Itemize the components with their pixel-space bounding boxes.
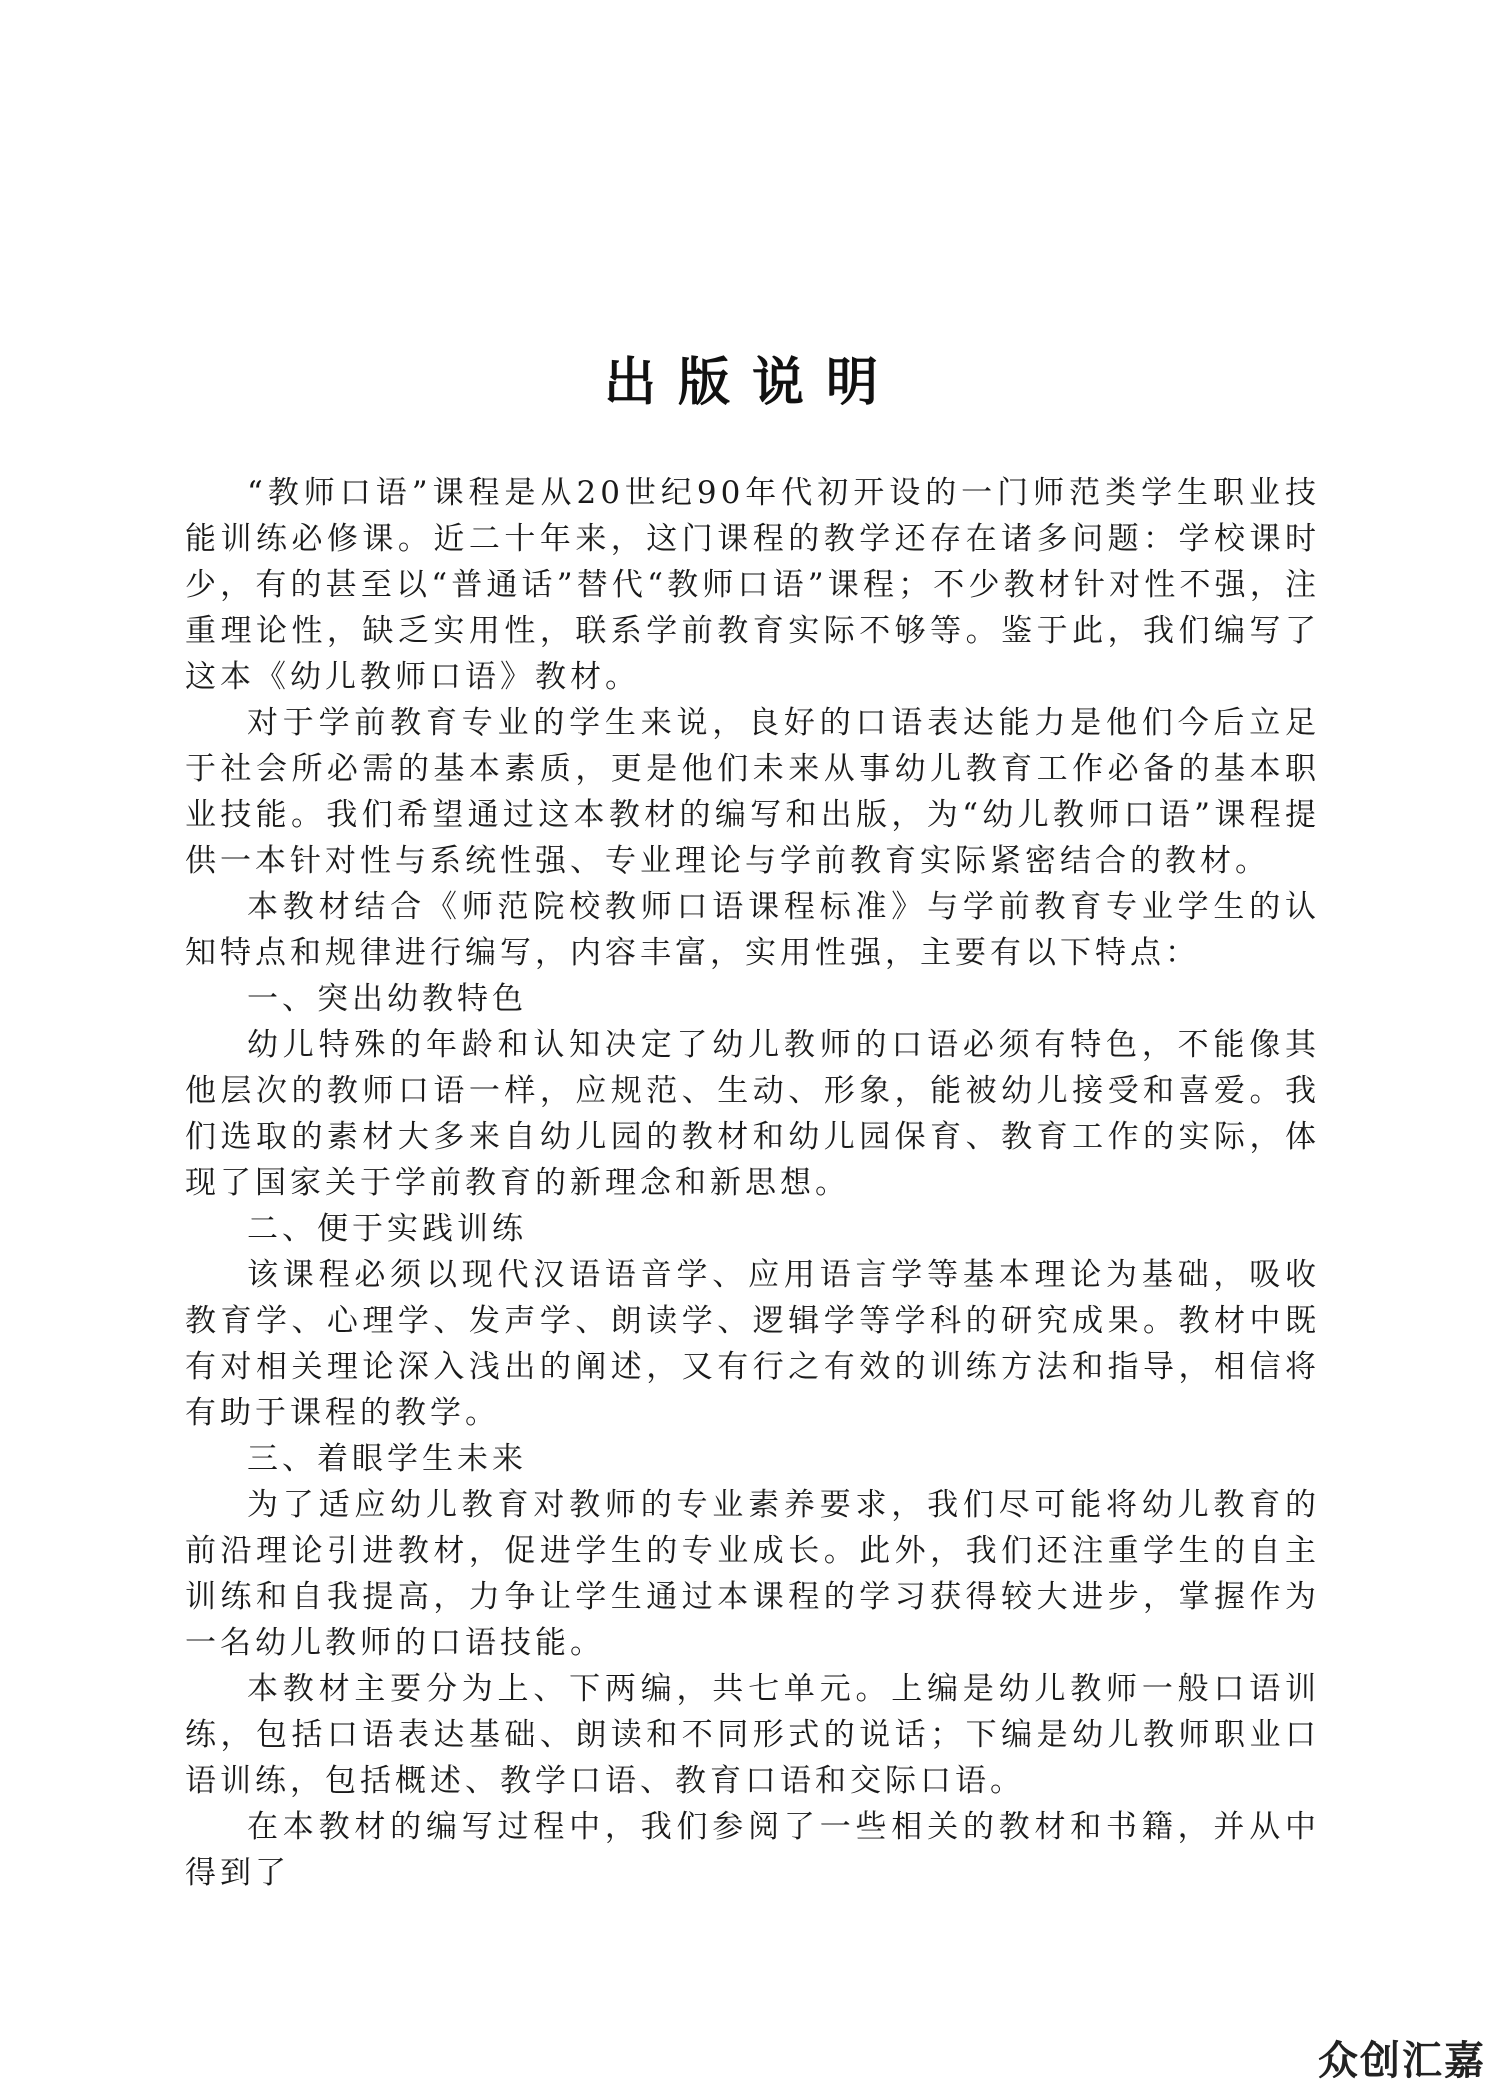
paragraph-intro: “教师口语”课程是从20世纪90年代初开设的一门师范类学生职业技能训练必修课。近二十年来，这门课程的教学还存在诸多问题：学校课时少，有的甚至以“普通话”替代“教师口语”课程；不少教材针对性不强，注重理论性，缺乏实用性，联系学前教育实际不够等。鉴于此，我们编写了这本《幼儿教师口语》教材。 bbox=[185, 475, 1320, 695]
section-heading-2: 二、便于实践训练 bbox=[247, 1211, 527, 1247]
paragraph-section-3: 为了适应幼儿教育对教师的专业素养要求，我们尽可能将幼儿教育的前沿理论引进教材，促进学生的专业成长。此外，我们还注重学生的自主训练和自我提高，力争让学生通过本课程的学习获得较大进步，掌握作为一名幼儿教师的口语技能。 bbox=[185, 1487, 1320, 1661]
paragraph-section-1: 幼儿特殊的年龄和认知决定了幼儿教师的口语必须有特色，不能像其他层次的教师口语一样，应规范、生动、形象，能被幼儿接受和喜爱。我们选取的素材大多来自幼儿园的教材和幼儿园保育、教育工作的实际，体现了国家关于学前教育的新理念和新思想。 bbox=[185, 1027, 1320, 1201]
paragraph-acknowledgement: 在本教材的编写过程中，我们参阅了一些相关的教材和书籍，并从中得到了 bbox=[185, 1809, 1320, 1891]
section-heading-1: 一、突出幼教特色 bbox=[247, 981, 527, 1017]
paragraph-purpose: 对于学前教育专业的学生来说，良好的口语表达能力是他们今后立足于社会所必需的基本素质，更是他们未来从事幼儿教育工作必备的基本职业技能。我们希望通过这本教材的编写和出版，为“幼儿教师口语”课程提供一本针对性与系统性强、专业理论与学前教育实际紧密结合的教材。 bbox=[185, 705, 1320, 879]
watermark-logo: 众创汇嘉 bbox=[1318, 2038, 1486, 2084]
paragraph-structure: 本教材主要分为上、下两编，共七单元。上编是幼儿教师一般口语训练，包括口语表达基础、朗读和不同形式的说话；下编是幼儿教师职业口语训练，包括概述、教学口语、教育口语和交际口语。 bbox=[185, 1671, 1320, 1799]
paragraph-section-2: 该课程必须以现代汉语语音学、应用语言学等基本理论为基础，吸收教育学、心理学、发声学、朗读学、逻辑学等学科的研究成果。教材中既有对相关理论深入浅出的阐述，又有行之有效的训练方法和指导，相信将有助于课程的教学。 bbox=[185, 1257, 1320, 1431]
document-body bbox=[185, 470, 1320, 1896]
page-title: 出版说明 bbox=[603, 352, 900, 413]
paragraph-features-intro: 本教材结合《师范院校教师口语课程标准》与学前教育专业学生的认知特点和规律进行编写，内容丰富，实用性强，主要有以下特点： bbox=[185, 889, 1320, 971]
section-heading-3: 三、着眼学生未来 bbox=[247, 1441, 527, 1477]
